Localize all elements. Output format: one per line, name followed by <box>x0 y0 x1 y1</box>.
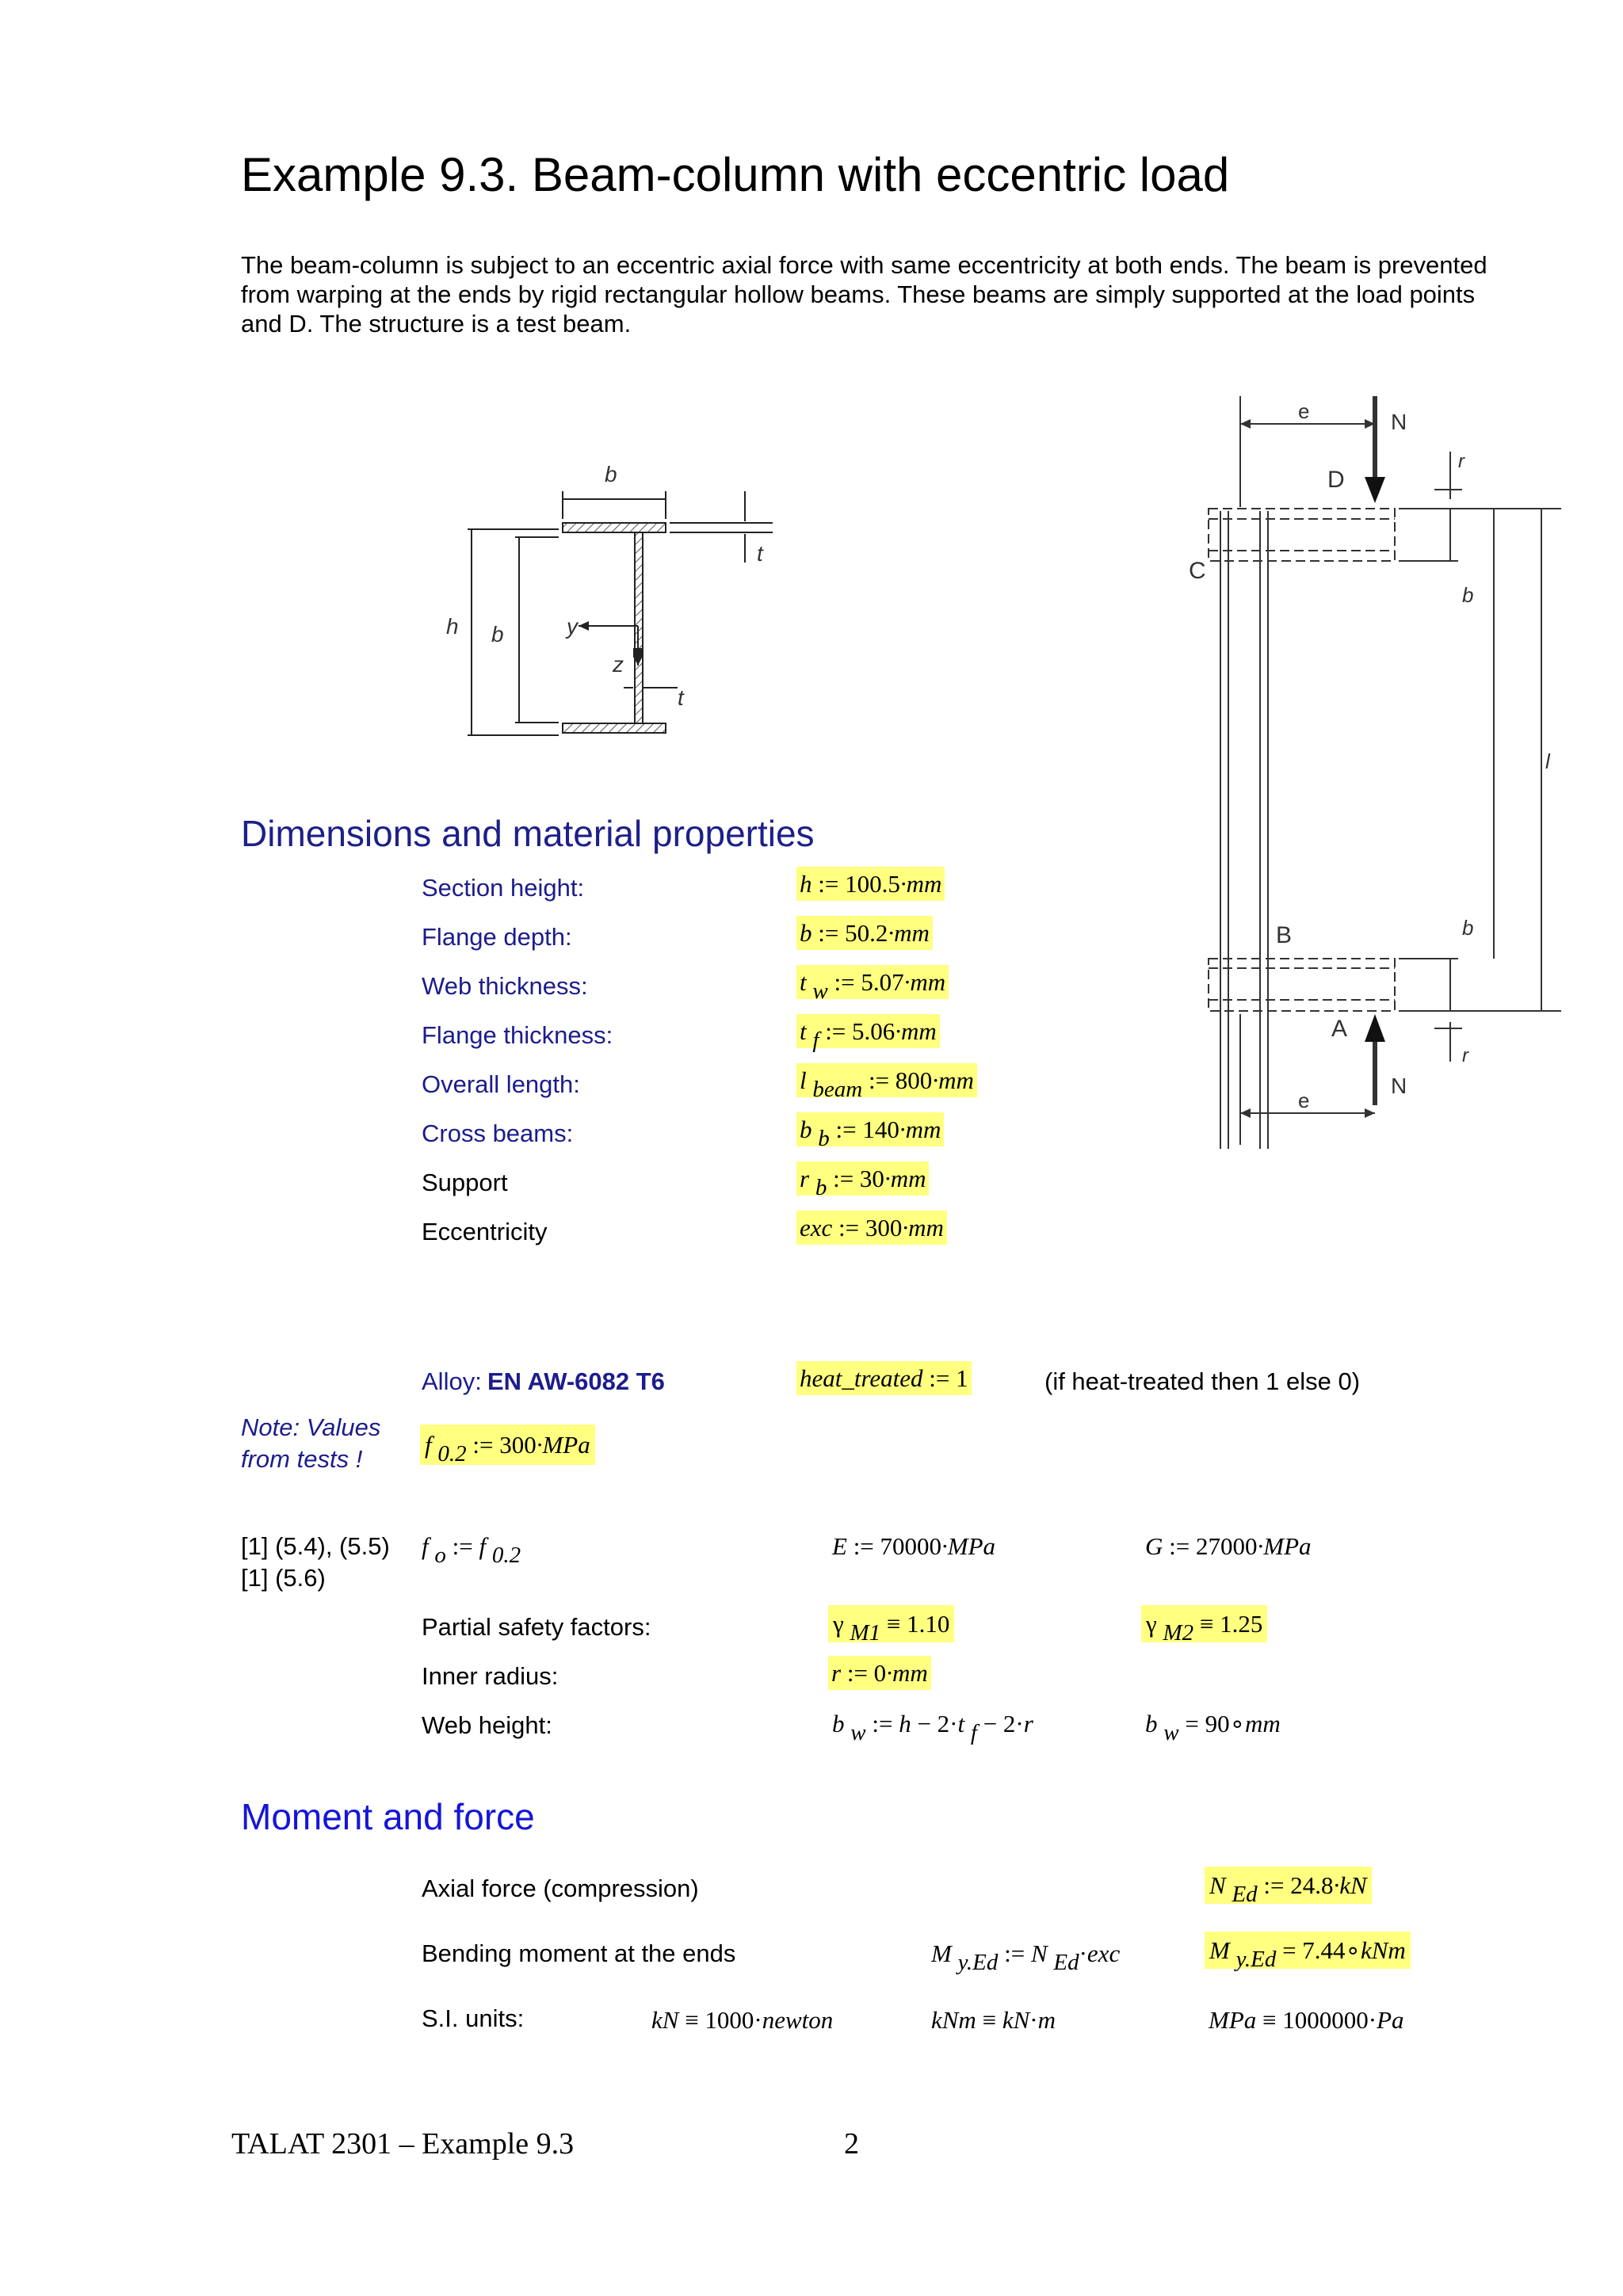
note-values-line2: from tests ! <box>241 1445 363 1473</box>
test-frame-figure <box>1189 388 1561 1149</box>
label-web-thickness: Web thickness: <box>422 972 588 1000</box>
math-bending-result: M y.Ed = 7.44∘kNm <box>1205 1936 1411 1965</box>
intro-line: and D. The structure is a test beam. <box>241 310 632 338</box>
math-cross-beams: b b := 140·mm <box>796 1116 944 1144</box>
axis-z-label: z <box>613 652 624 677</box>
label-partial-safety: Partial safety factors: <box>422 1613 651 1641</box>
intro-paragraph <box>241 250 1556 338</box>
math-flange-depth: b := 50.2·mm <box>796 919 933 948</box>
axis-y-label: y <box>567 614 578 639</box>
label-bending-moment: Bending moment at the ends <box>422 1939 736 1967</box>
frame-n-bottom-label: N <box>1391 1074 1407 1098</box>
math-web-thickness: t w := 5.07·mm <box>796 968 949 997</box>
math-flange-thickness: t f := 5.06·mm <box>796 1017 940 1046</box>
math-e-modulus: E := 70000·MPa <box>832 1532 996 1560</box>
math-support: r b := 30·mm <box>796 1165 929 1193</box>
frame-e-bottom-label: e <box>1298 1089 1310 1112</box>
math-axial-force: N Ed := 24.8·kN <box>1205 1871 1372 1900</box>
frame-rb-top-label: r <box>1458 451 1465 472</box>
label-flange-depth: Flange depth: <box>422 923 572 951</box>
label-alloy: Alloy: <box>422 1367 482 1395</box>
label-inner-radius: Inner radius: <box>422 1662 559 1690</box>
ref-line1: [1] (5.4), (5.5) <box>241 1532 390 1560</box>
section-heading-moment: Moment and force <box>241 1796 535 1837</box>
math-gamma-m2: γ M2 ≡ 1.25 <box>1141 1610 1267 1638</box>
math-si-knm: kNm ≡ kN·m <box>931 2006 1056 2034</box>
math-g-modulus: G := 27000·MPa <box>1145 1532 1312 1560</box>
intro-line: The beam-column is subject to an eccentric axial force with same eccentricity at both ends. The beam is prevented <box>241 251 1487 279</box>
math-section-height: h := 100.5·mm <box>796 870 945 898</box>
dim-bw-label: b <box>491 622 504 646</box>
label-flange-thickness: Flange thickness: <box>422 1021 613 1049</box>
math-si-kn: kN ≡ 1000·newton <box>651 2006 834 2034</box>
math-eccentricity: exc := 300·mm <box>796 1214 947 1242</box>
math-heat-treated: heat_treated := 1 <box>796 1364 972 1393</box>
frame-n-top-label: N <box>1391 410 1407 434</box>
heat-treated-note: (if heat-treated then 1 else 0) <box>1044 1367 1361 1395</box>
point-b-label: B <box>1276 922 1293 948</box>
label-support: Support <box>422 1169 508 1196</box>
math-web-height-def: b w := h − 2·t f − 2·r <box>832 1710 1033 1745</box>
math-web-height-result: b w = 90∘mm <box>1145 1710 1281 1745</box>
frame-rb-bottom-label: r <box>1462 1045 1468 1066</box>
label-eccentricity: Eccentricity <box>422 1218 548 1245</box>
ref-line2: [1] (5.6) <box>241 1564 326 1592</box>
label-cross-beams: Cross beams: <box>422 1119 574 1147</box>
math-f02: f 0.2 := 300·MPa <box>420 1431 595 1459</box>
frame-lbeam-label: l <box>1545 749 1550 773</box>
math-gamma-m1: γ M1 ≡ 1.10 <box>828 1610 954 1638</box>
label-si-units: S.I. units: <box>422 2004 525 2032</box>
math-bending-def: M y.Ed := N Ed·exc <box>931 1939 1121 1975</box>
label-overall-length: Overall length: <box>422 1070 580 1098</box>
frame-bb-top-label: b <box>1462 583 1474 607</box>
label-axial-force: Axial force (compression) <box>422 1875 699 1902</box>
dim-tf-label: t <box>757 541 763 566</box>
math-fo: f o := f 0.2 <box>422 1532 521 1568</box>
i-section-figure <box>440 444 789 761</box>
label-web-height: Web height: <box>422 1711 552 1739</box>
math-si-mpa: MPa ≡ 1000000·Pa <box>1209 2006 1404 2034</box>
math-overall-length: l beam := 800·mm <box>796 1066 977 1095</box>
section-heading-dimensions: Dimensions and material properties <box>241 813 815 854</box>
dim-h-label: h <box>446 614 459 639</box>
point-d-label: D <box>1327 467 1345 493</box>
intro-line: from warping at the ends by rigid rectangular hollow beams. These beams are simply supported at the load points <box>241 280 1476 308</box>
frame-bb-bottom-label: b <box>1462 916 1474 940</box>
dim-b-label: b <box>605 462 617 486</box>
footer-title: TALAT 2301 – Example 9.3 <box>231 2127 575 2161</box>
point-c-label: C <box>1189 558 1206 584</box>
point-a-label: A <box>1331 1016 1348 1042</box>
footer-page-number: 2 <box>844 2127 859 2161</box>
label-section-height: Section height: <box>422 874 585 902</box>
note-values-line1: Note: Values <box>241 1413 381 1441</box>
dim-tw-label: t <box>678 685 684 710</box>
math-inner-radius: r := 0·mm <box>828 1659 931 1688</box>
alloy-value: EN AW-6082 T6 <box>487 1367 665 1395</box>
frame-e-top-label: e <box>1298 399 1310 423</box>
page-title: Example 9.3. Beam-column with eccentric load <box>241 148 1230 201</box>
